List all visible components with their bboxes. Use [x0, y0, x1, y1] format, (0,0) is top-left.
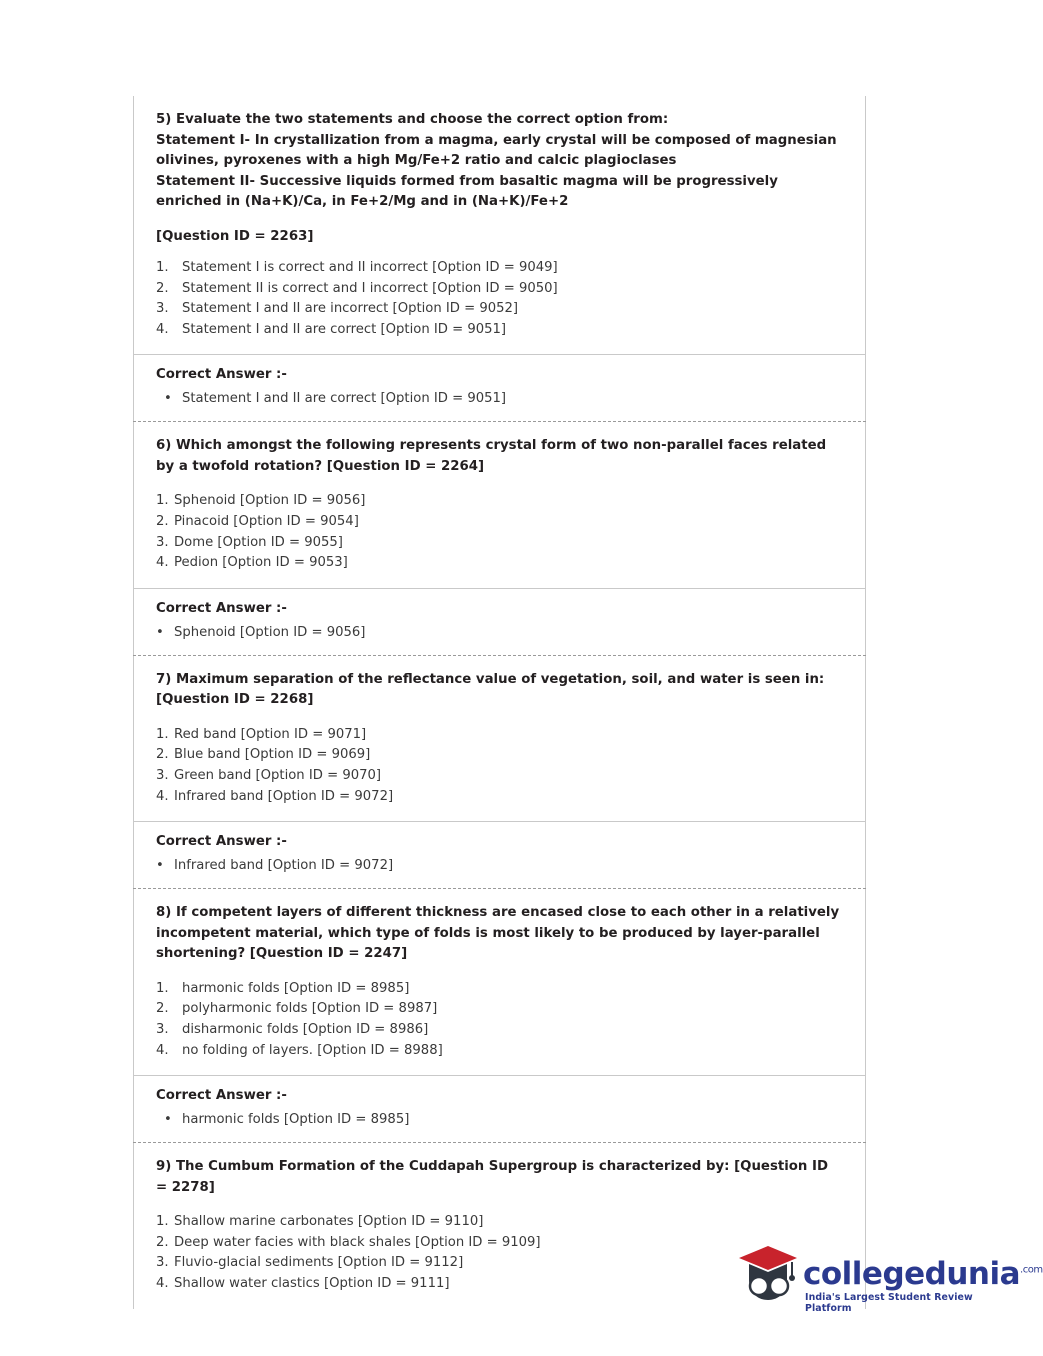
option-text: no folding of layers. [Option ID = 8988] — [182, 1042, 443, 1058]
correct-answer-section — [134, 589, 865, 655]
option-item[interactable] — [156, 491, 843, 512]
correct-answer-section — [134, 822, 865, 888]
question-body — [134, 422, 865, 588]
correct-answer-label: Correct Answer :- — [156, 1088, 287, 1104]
option-text: Pinacoid [Option ID = 9054] — [174, 514, 359, 530]
option-number: 1. — [156, 493, 169, 509]
option-text: Sphenoid [Option ID = 9056] — [174, 493, 366, 509]
option-item[interactable] — [156, 512, 843, 533]
question-body — [134, 656, 865, 822]
correct-answer-text: harmonic folds [Option ID = 8985] — [182, 1112, 410, 1128]
option-number: 3. — [156, 534, 169, 550]
option-item[interactable] — [156, 1020, 843, 1041]
correct-answer-item — [156, 623, 843, 643]
question-line-1: If competent layers of different thickness are encased close to each other in a relatively incompetent material, which type of folds is most likely to be produced by layer-parallel shortening? [Question ID = 2247] — [156, 905, 840, 962]
option-number: 4. — [156, 555, 169, 571]
option-item[interactable] — [156, 320, 843, 341]
question-prompt — [156, 903, 843, 965]
question-number: 6) — [156, 438, 172, 454]
option-number: 1. — [156, 726, 169, 742]
option-text: Statement I and II are correct [Option ID = 9051] — [182, 321, 507, 337]
question-line-2: Statement I- In crystallization from a magma, early crystal will be composed of magnesian olivines, pyroxenes with a high Mg/Fe+2 ratio and calcic plagioclases — [156, 132, 837, 169]
option-number: 4. — [156, 788, 169, 804]
option-text: Green band [Option ID = 9070] — [174, 768, 382, 784]
option-number: 2. — [156, 280, 169, 296]
option-item[interactable] — [156, 787, 843, 808]
option-text: Statement I is correct and II incorrect [Option ID = 9049] — [182, 260, 558, 276]
option-text: Shallow marine carbonates [Option ID = 9110] — [174, 1214, 484, 1230]
option-text: Statement II is correct and I incorrect [Option ID = 9050] — [182, 280, 558, 296]
correct-answer-item — [156, 389, 843, 409]
option-number: 2. — [156, 514, 169, 530]
correct-answer-section — [134, 1076, 865, 1142]
option-text: Red band [Option ID = 9071] — [174, 726, 367, 742]
option-text: Fluvio-glacial sediments [Option ID = 9112] — [174, 1255, 464, 1271]
question-number: 9) — [156, 1159, 172, 1174]
question-line-1: The Cumbum Formation of the Cuddapah Supergroup is characterized by: [Question ID = 2278] — [156, 1159, 828, 1195]
question-id: [Question ID = 2263] — [156, 229, 314, 245]
correct-answer-section — [134, 355, 865, 421]
option-list — [156, 491, 843, 573]
option-item[interactable] — [156, 745, 843, 766]
option-text: Dome [Option ID = 9055] — [174, 534, 343, 550]
question-block-6 — [133, 422, 866, 654]
option-number: 2. — [156, 1001, 169, 1017]
option-number: 2. — [156, 1234, 169, 1250]
question-line-1: Which amongst the following represents crystal form of two non-parallel faces related by a twofold rotation? [Question ID = 2264] — [156, 438, 827, 474]
correct-answer-text: Infrared band [Option ID = 9072] — [174, 858, 394, 874]
option-list — [156, 979, 843, 1061]
bullet-icon: • — [164, 391, 172, 407]
question-list — [133, 96, 866, 1309]
correct-answer-item — [156, 856, 843, 876]
question-number: 7) — [156, 671, 172, 687]
option-item[interactable] — [156, 999, 843, 1020]
brand-suffix: .com — [1020, 1264, 1043, 1276]
graduate-logo-icon — [735, 1242, 801, 1312]
option-text: Blue band [Option ID = 9069] — [174, 747, 371, 763]
option-list — [156, 258, 843, 340]
option-item[interactable] — [156, 258, 843, 279]
option-item[interactable] — [156, 766, 843, 787]
correct-answer-text: Sphenoid [Option ID = 9056] — [174, 624, 366, 640]
correct-answer-label: Correct Answer :- — [156, 367, 287, 383]
option-text: Shallow water clastics [Option ID = 9111] — [174, 1276, 450, 1291]
question-prompt — [156, 1157, 843, 1198]
option-item[interactable] — [156, 1041, 843, 1062]
option-text: Infrared band [Option ID = 9072] — [174, 788, 394, 804]
option-number: 3. — [156, 1022, 169, 1038]
brand-name — [803, 1256, 1043, 1292]
correct-answer-text: Statement I and II are correct [Option ID = 9051] — [182, 391, 507, 407]
question-body — [134, 889, 865, 1075]
question-prompt — [156, 670, 843, 711]
option-number: 1. — [156, 980, 169, 996]
option-item[interactable] — [156, 279, 843, 300]
option-item[interactable] — [156, 533, 843, 554]
question-block-8 — [133, 889, 866, 1142]
question-line-3: Statement II- Successive liquids formed from basaltic magma will be progressively enriched in (Na+K)/Ca, in Fe+2/Mg and in (Na+K)/Fe+2 — [156, 173, 778, 210]
question-number: 5) — [156, 112, 172, 127]
option-item[interactable] — [156, 299, 843, 320]
option-number: 4. — [156, 321, 169, 337]
option-item[interactable] — [156, 725, 843, 746]
option-number: 3. — [156, 301, 169, 317]
question-block-5 — [133, 96, 866, 421]
brand-tagline: India's Largest Student Review Platform — [805, 1292, 973, 1314]
collegedunia-watermark — [735, 1242, 1043, 1322]
question-number: 8) — [156, 905, 172, 920]
bullet-icon: • — [156, 858, 164, 874]
correct-answer-item — [156, 1110, 843, 1130]
question-prompt — [156, 436, 843, 477]
option-item[interactable] — [156, 553, 843, 574]
bullet-icon: • — [156, 624, 164, 640]
question-body — [134, 96, 865, 354]
option-list — [156, 725, 843, 807]
option-number: 4. — [156, 1042, 169, 1058]
option-number: 3. — [156, 768, 169, 784]
option-text: harmonic folds [Option ID = 8985] — [182, 980, 410, 996]
option-item[interactable] — [156, 979, 843, 1000]
question-prompt — [156, 110, 843, 213]
question-line-1: Maximum separation of the reflectance value of vegetation, soil, and water is seen in: [Question ID = 2268] — [156, 671, 825, 708]
question-block-7 — [133, 656, 866, 888]
option-text: Pedion [Option ID = 9053] — [174, 555, 348, 571]
option-number: 4. — [156, 1276, 169, 1291]
correct-answer-label: Correct Answer :- — [156, 834, 287, 850]
option-number: 1. — [156, 260, 169, 276]
option-text: Deep water facies with black shales [Option ID = 9109] — [174, 1234, 541, 1250]
option-number: 1. — [156, 1214, 169, 1230]
correct-answer-label: Correct Answer :- — [156, 600, 287, 616]
brand-label: collegedunia — [803, 1256, 1021, 1292]
option-text: polyharmonic folds [Option ID = 8987] — [182, 1001, 438, 1017]
option-item[interactable] — [156, 1212, 843, 1233]
question-line-1: Evaluate the two statements and choose the correct option from: — [175, 112, 669, 127]
option-number: 2. — [156, 747, 169, 763]
option-text: disharmonic folds [Option ID = 8986] — [182, 1022, 429, 1038]
option-text: Statement I and II are incorrect [Option ID = 9052] — [182, 301, 519, 317]
bullet-icon: • — [164, 1112, 172, 1128]
option-number: 3. — [156, 1255, 169, 1271]
